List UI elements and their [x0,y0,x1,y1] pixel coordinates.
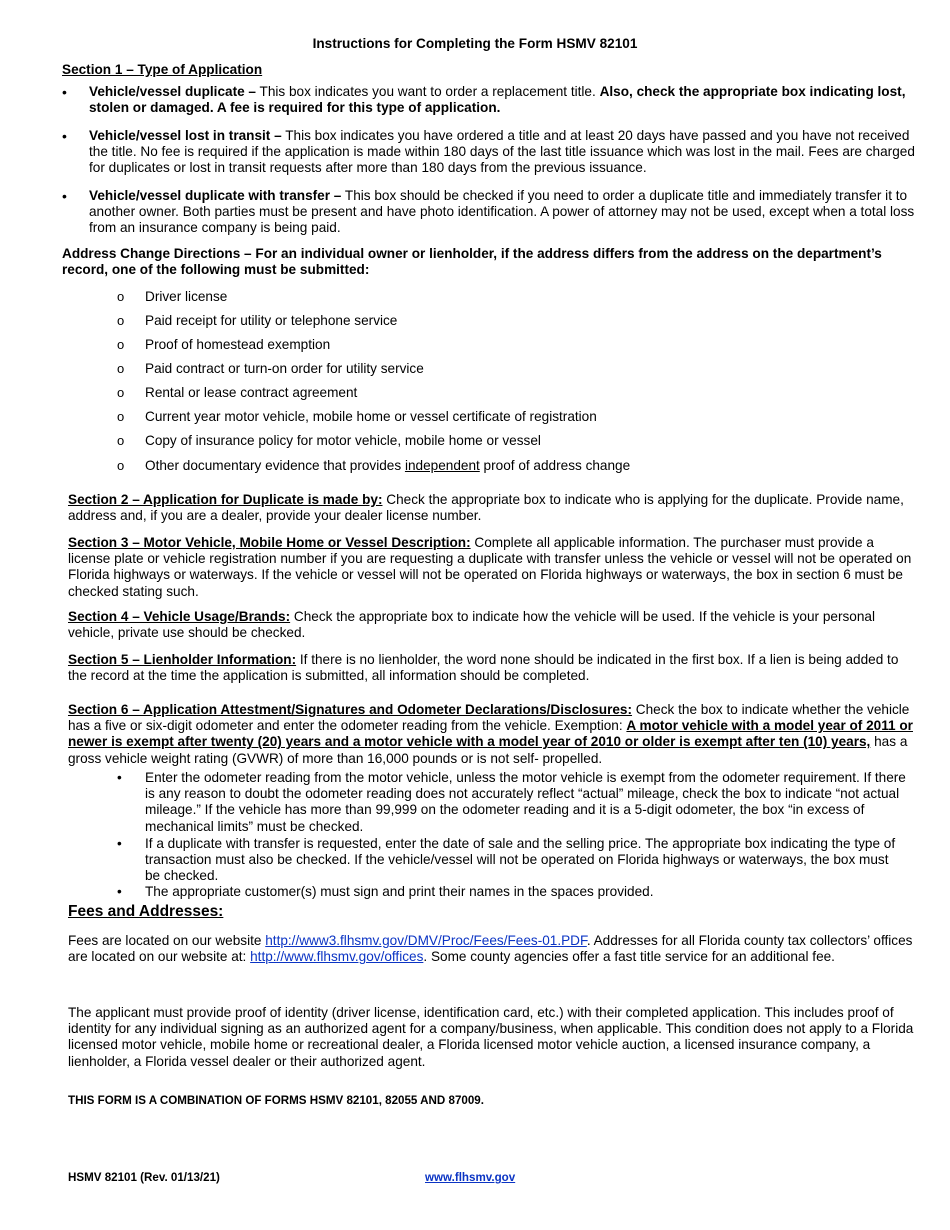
fees-text-mid: . Addresses for all Florida county tax collectors’ offices are located on our website at: [68,933,913,965]
page-title: Instructions for Completing the Form HSMV 82101 [312,36,638,51]
list-item-text [145,458,630,474]
item-text: This box should be checked if you need to order a duplicate title and immediately transfer it to another owner. Both parties must be present and have photo identification. A power of attorney may not be used, except when a total loss from an insurance company is being paid. [89,188,915,236]
bullet-icon: • [117,836,122,851]
circle-bullet-icon: o [117,458,125,473]
item-text: This box indicates you have ordered a title and at least 20 days have passed and you have not received the title. No fee is required if the application is made within 180 days of the last title issuance which was lost in the mail. Fees are charged for duplicates or lost in transit requests after more than 180 days from the previous issuance. [89,128,915,176]
bullet-icon: • [117,884,122,899]
bullet-icon: • [62,128,67,144]
bullet-icon: • [62,84,67,100]
list-item-text: Paid contract or turn-on order for utility service [145,361,424,376]
section-6-text: Check the box to indicate whether the vehicle has a five or six-digit odometer and enter the odometer reading from the vehicle. Exemption: [68,702,910,734]
list-item-underlined: independent [404,458,480,473]
circle-bullet-icon: o [117,337,125,352]
fees-text-before: Fees are located on our website [68,933,266,948]
fees-text-after: . Some county agencies offer a fast title service for an additional fee. [423,949,835,965]
section-5-text: If there is no lienholder, the word none should be indicated in the first box. If a lien is being added to the record at the time the application is submitted, all information should be completed. [68,652,899,684]
section-3-text: Complete all applicable information. The purchaser must provide a license plate or vehicle registration number if you are requesting a duplicate with transfer unless the vehicle or vessel will not be operated on Florida highways or waterways. If the vehicle or vessel will not be operated on Florida highways or waterways, the box in section 6 must be checked stating such. [68,535,912,599]
section-1-heading: Section 1 – Type of Application [62,62,263,77]
list-item-text-before: Other documentary evidence that provides [145,458,405,473]
bullet-text: If a duplicate with transfer is requested, enter the date of sale and the selling price. The appropriate box indicating the type of transaction must also be checked. If the vehicle/vessel will not be operated on Florida highways or waterways, the box must be checked. [145,836,896,884]
circle-bullet-icon: o [117,361,125,376]
list-item-text: Copy of insurance policy for motor vehicle, mobile home or vessel [145,433,541,448]
list-item-text: Rental or lease contract agreement [145,385,358,400]
circle-bullet-icon: o [117,313,125,328]
section-2 [68,492,918,524]
circle-bullet-icon: o [117,433,125,448]
circle-bullet-icon: o [117,289,125,304]
section-4-text: Check the appropriate box to indicate how the vehicle will be used. If the vehicle is your personal vehicle, private use should be checked. [68,609,875,641]
section-6 [68,702,918,767]
section-6-tail: has a gross vehicle weight rating (GVWR) of more than 16,000 pounds or is not self- propelled. [68,734,908,766]
section-3 [68,535,918,600]
section-5-heading: Section 5 – Lienholder Information: [68,652,297,667]
footer-form-id: HSMV 82101 (Rev. 01/13/21) [68,1171,220,1184]
list-item-text: Driver license [145,289,228,304]
address-change-heading: Address Change Directions – For an individual owner or lienholder, if the address differs from the address on the department’s record, one of the following must be submitted: [62,246,882,278]
combination-note: THIS FORM IS A COMBINATION OF FORMS HSMV 82101, 82055 AND 87009. [68,1094,484,1107]
fees-pdf-link[interactable]: http://www3.flhsmv.gov/DMV/Proc/Fees/Fees-01.PDF [265,933,587,948]
item-text: This box indicates you want to order a replacement title. [256,84,600,99]
bullet-icon: • [117,770,122,785]
fees-paragraph [68,933,918,965]
item-lead: Vehicle/vessel duplicate with transfer – [89,188,342,203]
section-4-heading: Section 4 – Vehicle Usage/Brands: [68,609,291,624]
circle-bullet-icon: o [117,409,125,424]
section-2-heading: Section 2 – Application for Duplicate is made by: [68,492,383,507]
section-5 [68,652,918,684]
section-6-exemption: A motor vehicle with a model year of 2011 or newer is exempt after twenty (20) years and a motor vehicle with a model year of 2010 or older is exempt after ten (10) years, [68,718,913,750]
list-item-text-after: proof of address change [479,458,631,473]
bullet-icon: • [62,188,67,204]
identity-paragraph: The applicant must provide proof of identity (driver license, identification card, etc.) with their completed application. This includes proof of identity for any individual signing as an authorized agent for a company/business, when applicable. This condition does not apply to a Florida licensed motor vehicle, mobile home or recreational dealer, a Florida licensed motor vehicle auction, a licensed insurance company, a lienholder, a Florida vessel dealer or their authorized agent. [68,1005,914,1069]
section-2-text: Check the appropriate box to indicate who is applying for the duplicate. Provide name, address and, if you are a dealer, provide your dealer license number. [68,492,904,524]
bullet-text: The appropriate customer(s) must sign and print their names in the spaces provided. [145,884,654,899]
item-lead: Vehicle/vessel duplicate – [89,84,256,99]
offices-link[interactable]: http://www.flhsmv.gov/offices [250,949,424,965]
list-item-text: Paid receipt for utility or telephone service [145,313,398,328]
item-bold-tail: Also, check the appropriate box indicating lost, stolen or damaged. A fee is required for this type of application. [89,84,906,116]
section-3-heading: Section 3 – Motor Vehicle, Mobile Home or Vessel Description: [68,535,471,550]
section-6-heading: Section 6 – Application Attestment/Signatures and Odometer Declarations/Disclosures: [68,702,633,717]
item-lead: Vehicle/vessel lost in transit – [89,128,282,143]
fees-heading: Fees and Addresses: [68,903,224,920]
list-item-text: Proof of homestead exemption [145,337,331,352]
circle-bullet-icon: o [117,385,125,400]
section-4 [68,609,918,641]
bullet-text: Enter the odometer reading from the motor vehicle, unless the motor vehicle is exempt from the odometer requirement. If there is any reason to doubt the odometer reading does not accurately reflect “actual” mileage, check the box to indicate “not actual mileage.” If the vehicle has more than 99,999 on the odometer reading and it is a 5-digit odometer, the box “in excess of mechanical limits” must be checked. [145,770,906,834]
list-item-text: Current year motor vehicle, mobile home or vessel certificate of registration [145,409,597,424]
footer-website-link[interactable]: www.flhsmv.gov [425,1171,516,1184]
